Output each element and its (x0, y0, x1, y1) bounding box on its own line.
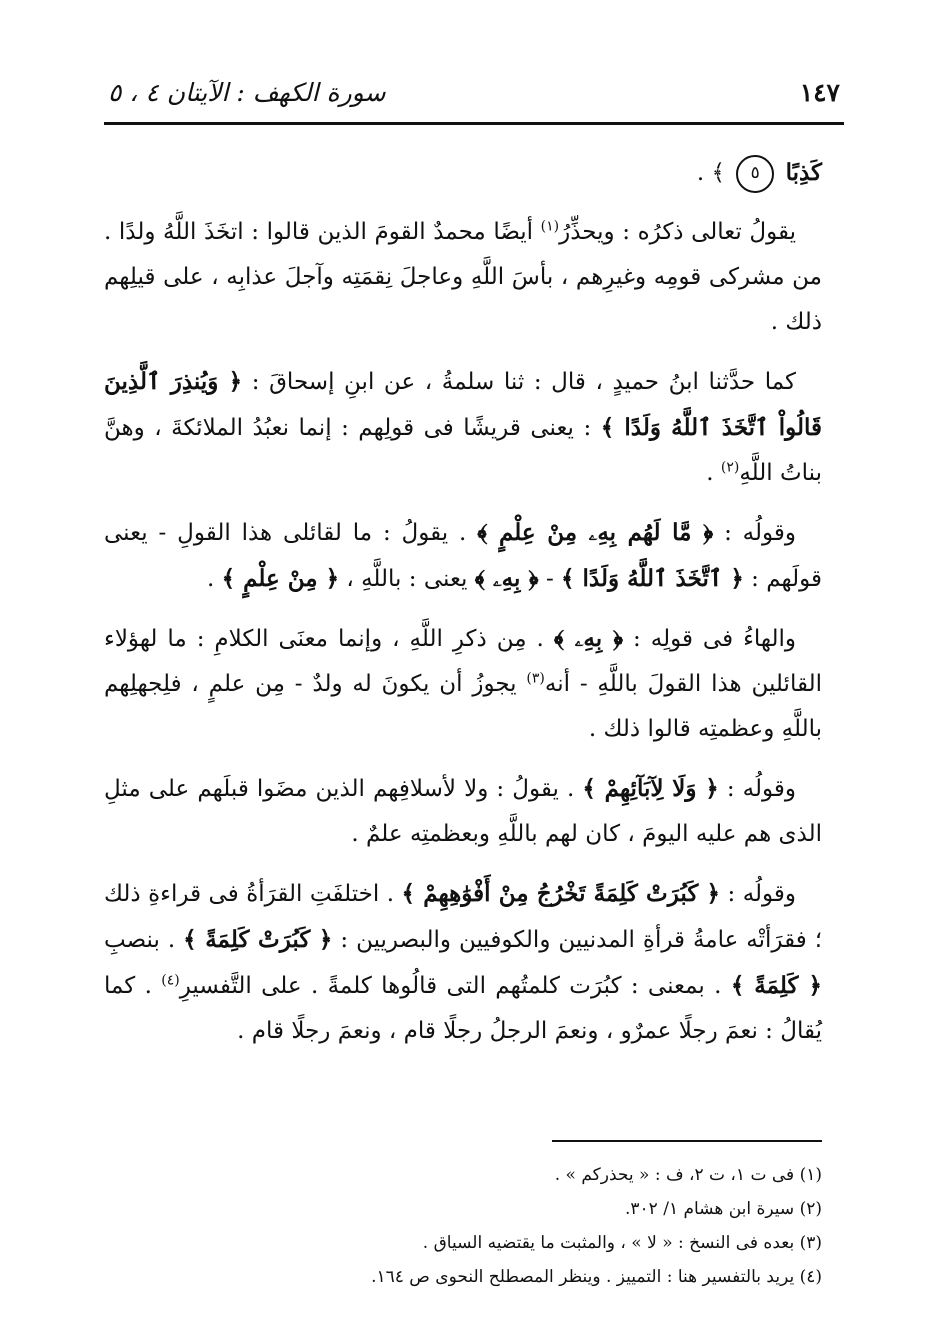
page-header (108, 66, 840, 118)
main-text (104, 150, 822, 1068)
quran-verse: ﴿ بِهِۦ ﴾ (553, 625, 624, 652)
text: . مِن ذكرِ اللَّهِ ، وإنما معنَى الكلامِ : ما لهؤلاء القائلين هذا القولَ باللَّهِ - أنه (104, 626, 822, 697)
running-title: سورة الكهف : الآيتان ٤ ، ٥ (108, 77, 386, 107)
footnote-rule (552, 1140, 822, 1142)
text: وقولُه : (727, 881, 797, 907)
footnote-3: (٣) بعده فى النسخ : « لا » ، والمثبت ما يقتضيه السياق . (422, 1233, 822, 1253)
quran-verse: كَذِبًا (785, 159, 822, 186)
text: يقولُ تعالى ذكرُه : ويحذِّرُ (559, 219, 796, 245)
quran-verse: ﴿ بِهِۦ ﴾ (474, 565, 539, 592)
paragraph-2 (104, 359, 822, 496)
quran-verse: ﴿ وَيُنذِرَ ٱلَّذِينَ قَالُواْ ٱتَّخَذَ ٱللَّهُ وَلَدًا ﴾ (104, 368, 823, 441)
footnote-4: (٤) يريد بالتفسير هنا : التمييز . وينظر المصطلح النحوى ص ١٦٤. (371, 1267, 822, 1287)
paragraph-0 (104, 150, 822, 196)
header-rule (104, 122, 844, 125)
text: . كما يُقالُ : نعمَ رجلًا عمرٌو ، ونعمَ الرجلُ رجلًا قام ، ونعمَ رجلًا قام . (104, 973, 822, 1044)
text: كما حدَّثنا ابنُ حميدٍ ، قال : ثنا سلمةُ ، عن ابنِ إسحاقَ : (251, 369, 796, 395)
footnote-ref: (٢) (720, 459, 740, 476)
text: - (545, 566, 554, 592)
text: وقولُه : (724, 520, 796, 546)
footnotes (104, 1158, 822, 1294)
text: يجوزُ أن يكونَ له ولدٌ - مِن علمٍ ، فلِجهلِهم باللَّهِ وعظمتِه قالوا ذلك . (104, 671, 822, 742)
quran-verse: ﴿ وَلَا لِآبَآئِهِمْ ﴾ (582, 775, 719, 802)
text: . يقولُ : ما لقائلى هذا القولِ - يعنى قولَهم : (104, 520, 822, 592)
paragraph-1 (104, 210, 822, 345)
text: يعنى : باللَّهِ ، (346, 566, 468, 592)
text: . (206, 566, 215, 592)
paragraph-3 (104, 510, 822, 602)
text: . يقولُ : ولا لأسلافِهم الذين مضَوا قبلَهم على مثلِ الذى هم عليه اليومَ ، كان لهم باللَّهِ وبعظمتِه علمٌ . (104, 776, 822, 847)
footnote-2: (٢) سيرة ابن هشام ١/ ٣٠٢. (624, 1199, 822, 1219)
text: أيضًا محمدٌ القومَ الذين قالوا : اتخَذَ اللَّهُ ولدًا . من مشركى قومِه وغيرِهم ، بأسَ اللَّهِ وعاجلَ نِقمَتِه وآجلَ عذابِه ، على قيلِهم ذلك . (104, 219, 822, 335)
quran-verse: ﴿ مِنْ عِلْمٍ ﴾ (221, 565, 340, 592)
text: وقولُه : (726, 776, 797, 802)
footnote-1: (١) فى ت ١، ت ٢، ف : « يحذركم » . (554, 1165, 822, 1185)
ayah-number-icon: ٥ (736, 155, 774, 193)
page-number: ١٤٧ (799, 77, 840, 107)
paragraph-6 (104, 871, 822, 1054)
quran-verse: ﴿ كَبُرَتْ كَلِمَةً تَخْرُجُ مِنْ أَفْوَٰهِهِمْ ﴾ (401, 880, 720, 907)
text: . (706, 460, 714, 486)
text: والهاءُ فى قولِه : (633, 626, 797, 652)
quran-verse: ﴿ ٱتَّخَذَ ٱللَّهُ وَلَدًا ﴾ (561, 565, 744, 592)
quran-verse: ﴿ مَّا لَهُم بِهِۦ مِنْ عِلْمٍ ﴾ (477, 519, 714, 546)
footnote-ref: (١) (540, 218, 560, 235)
text: : يعنى قريشًا فى قولِهم : إنما نعبُدُ الملائكةَ ، وهنَّ بناتُ اللَّهِ (104, 415, 822, 486)
paragraph-5 (104, 766, 822, 857)
paragraph-4 (104, 616, 822, 752)
text: . اختلفَتِ القرَأةُ فى قراءةِ ذلك ؛ فقرَأتْه عامةُ قرأةِ المدنيين والكوفيين والبصريين : (104, 881, 822, 953)
text: ﴾ . (696, 160, 725, 186)
footnote-ref: (٤) (161, 972, 180, 989)
quran-verse: ﴿ كَبُرَتْ كَلِمَةً ﴾ (183, 926, 333, 953)
footnote-ref: (٣) (526, 670, 545, 687)
text: . بنصبِ (104, 927, 176, 953)
text: . بمعنى : كبُرَت كلمتُهم التى قالُوها كلمةً . على التَّفسيرِ (179, 973, 722, 999)
quran-verse: ﴿ كَلِمَةً ﴾ (730, 972, 822, 999)
